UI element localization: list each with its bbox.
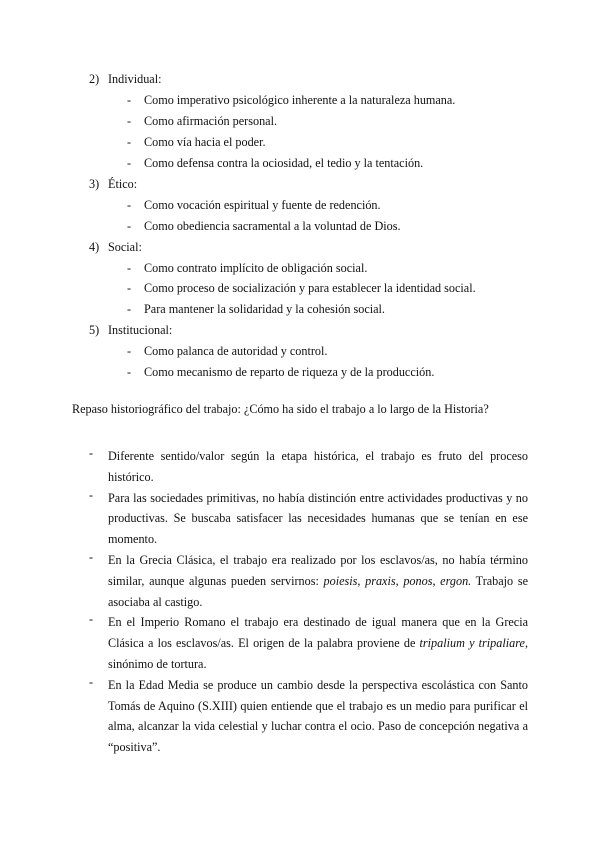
section-title: Individual: (108, 72, 162, 86)
paragraph-text: En la Edad Media se produce un cambio desde la perspectiva escolástica con Santo Tomás de Aquino (S.XIII) quien entiende que el trabajo es un medio para purificar el alma, alcanzar la vida celestial y luchar contra el ocio. Paso de concepción negativa a “positiva”. (108, 677, 528, 755)
bullet-dash: - (127, 135, 132, 149)
paragraph-text: Diferente sentido/valor según la etapa histórica, el trabajo es fruto del proceso histórico. (108, 449, 528, 484)
italic-terms: tripalium y tripaliare (419, 636, 525, 651)
list-item-text: Como afirmación personal. (144, 114, 278, 128)
section-heading-individual (89, 72, 161, 87)
bullet-dash: - (127, 156, 132, 170)
section-number: 2) (89, 72, 100, 86)
section-number: 5) (89, 323, 100, 337)
paragraph-text-part: En el Imperio Romano el trabajo era destinado de igual manera que en la Grecia Clásica a los esclavos/as. El origen de la palabra proviene de (108, 615, 528, 651)
paragraph-text (108, 550, 528, 612)
italic-terms: poiesis, praxis, ponos, ergon. (323, 573, 472, 588)
list-item-text: Como proceso de socialización y para establecer la identidad social. (144, 281, 476, 295)
bullet-dash: - (127, 261, 132, 275)
bullet-dash: - (127, 114, 132, 128)
bullet-dash: - (127, 302, 132, 316)
paragraph-item (0, 488, 600, 550)
bullet-dash: - (89, 487, 94, 502)
paragraph-text-part: En la Grecia Clásica, el trabajo era realizado por los esclavos/as, no había término similar, aunque algunas pueden servirnos: (108, 552, 528, 588)
list-item-text: Como palanca de autoridad y control. (144, 344, 328, 358)
section-title: Institucional: (108, 323, 173, 337)
section-title: Ético: (108, 177, 138, 191)
list-item-text: Como obediencia sacramental a la voluntad de Dios. (144, 219, 401, 233)
paragraph-item (0, 446, 600, 488)
section-heading-social (89, 240, 142, 255)
list-item-text: Como contrato implícito de obligación social. (144, 261, 368, 275)
bullet-dash: - (89, 612, 94, 627)
section-title: Social: (108, 240, 142, 254)
paragraph-text: Para las sociedades primitivas, no había distinción entre actividades productivas y no productivas. Se buscaba satisfacer las necesidades humanas que se tenían en ese momento. (108, 490, 528, 547)
bullet-dash: - (89, 446, 94, 460)
list-item-text: Para mantener la solidaridad y la cohesión social. (144, 302, 385, 316)
paragraph-text-part: Trabajo se asociaba al castigo. (108, 573, 528, 609)
bullet-dash: - (127, 93, 132, 107)
list-item-text: Como imperativo psicológico inherente a la naturaleza humana. (144, 93, 456, 107)
paragraph-text (108, 612, 528, 674)
bullet-dash: - (127, 344, 132, 358)
bullet-dash: - (89, 674, 94, 689)
list-item-text: Como vía hacia el poder. (144, 135, 266, 149)
repaso-heading: Repaso historiográfico del trabajo: ¿Cómo ha sido el trabajo a lo largo de la Historia? (72, 402, 489, 416)
section-heading-institucional (89, 323, 172, 338)
bullet-dash: - (89, 549, 94, 564)
paragraph-item (0, 550, 600, 612)
bullet-dash: - (127, 365, 132, 379)
section-number: 3) (89, 177, 100, 191)
bullet-dash: - (127, 219, 132, 233)
list-item-text: Como defensa contra la ociosidad, el tedio y la tentación. (144, 156, 424, 170)
bullet-dash: - (127, 198, 132, 212)
bullet-dash: - (127, 281, 132, 295)
paragraph-item (0, 612, 600, 674)
section-heading-etico (89, 177, 137, 192)
list-item-text: Como mecanismo de reparto de riqueza y de la producción. (144, 365, 435, 379)
section-number: 4) (89, 240, 100, 254)
list-item-text: Como vocación espiritual y fuente de redención. (144, 198, 381, 212)
paragraph-item (0, 675, 600, 758)
paragraph-text-part: , sinónimo de tortura. (108, 636, 528, 671)
paragraph-list (0, 446, 600, 758)
